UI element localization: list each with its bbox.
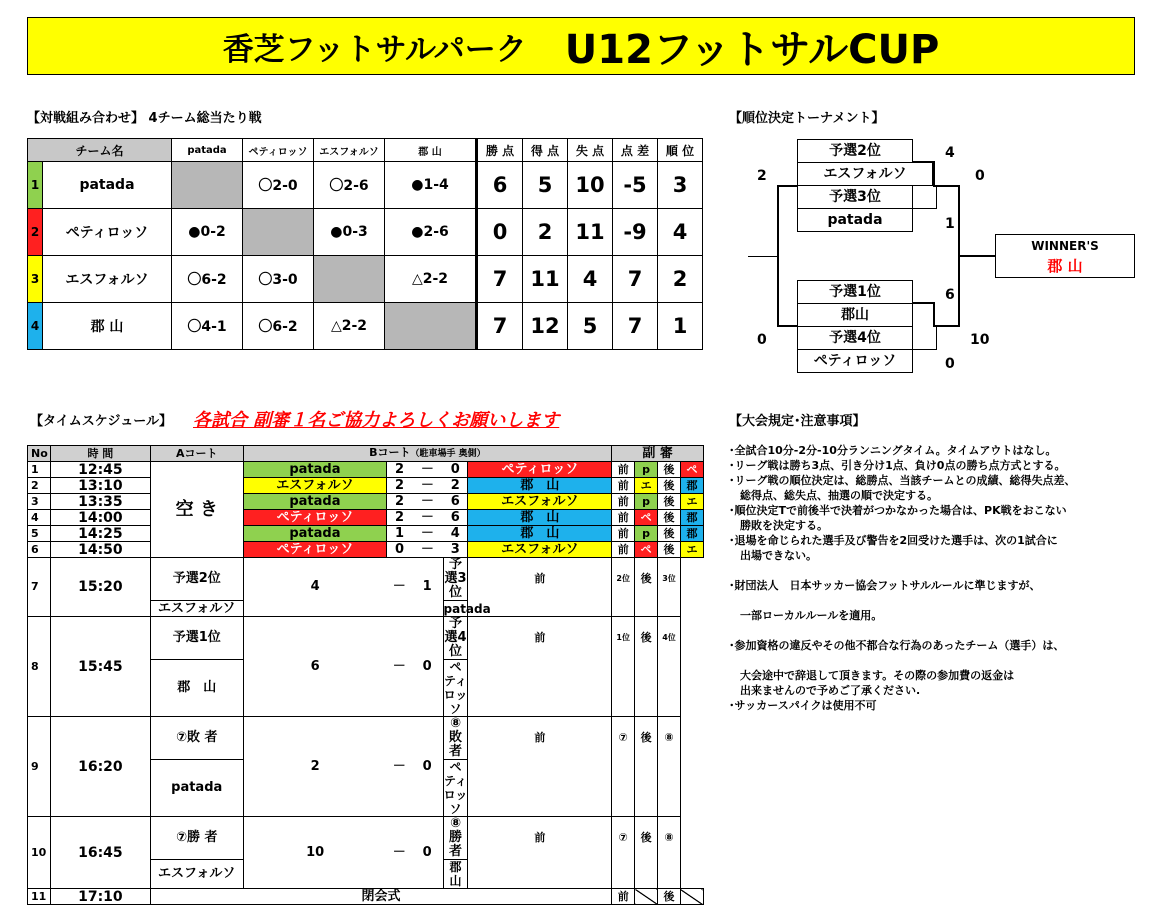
home-score: 6 bbox=[243, 617, 387, 717]
result-cell: 〇4-1 bbox=[172, 303, 243, 350]
bracket-score: 1 bbox=[945, 216, 955, 232]
home-team: patada bbox=[243, 494, 387, 510]
home-score: 2 bbox=[387, 462, 412, 478]
bracket-line bbox=[958, 185, 960, 257]
match-no: 8 bbox=[28, 617, 51, 717]
goal-diff-cell: -9 bbox=[613, 209, 658, 256]
match-time: 14:50 bbox=[50, 542, 150, 558]
team-name: 郡 山 bbox=[43, 303, 172, 350]
rank-cell: 1 bbox=[658, 303, 703, 350]
rank-cell: 3 bbox=[658, 162, 703, 209]
ref-half-2: 後 bbox=[658, 526, 681, 542]
header-points: 勝 点 bbox=[477, 139, 523, 162]
team-number: 1 bbox=[28, 162, 43, 209]
schedule-row bbox=[28, 717, 704, 760]
ref-team-2: 3位 bbox=[658, 558, 681, 601]
standings-row bbox=[28, 209, 703, 256]
ref-half-1: 前 bbox=[612, 542, 635, 558]
goals-for-cell: 5 bbox=[523, 162, 568, 209]
ref-team-2: エ bbox=[680, 494, 703, 510]
title-banner bbox=[27, 17, 1135, 75]
goals-for-cell: 11 bbox=[523, 256, 568, 303]
goals-against-cell: 5 bbox=[568, 303, 613, 350]
away-score: 0 bbox=[412, 617, 443, 717]
away-team: 郡 山 bbox=[468, 478, 612, 494]
header-koriyama: 郡 山 bbox=[385, 139, 477, 162]
ref-blank bbox=[612, 760, 635, 817]
score-dash: － bbox=[387, 817, 412, 889]
bracket-line bbox=[933, 325, 960, 327]
match-no: 11 bbox=[28, 889, 51, 905]
bracket-line bbox=[933, 302, 935, 326]
rule-line: ･順位決定Tで前後半で決着がつかなかった場合は、PK戦をおこない bbox=[729, 504, 1067, 517]
team-number: 4 bbox=[28, 303, 43, 350]
away-team: エスフォルソ bbox=[468, 494, 612, 510]
ref-half-1: 前 bbox=[612, 494, 635, 510]
ref-blank bbox=[658, 660, 681, 717]
home-score: 2 bbox=[387, 510, 412, 526]
rules-list bbox=[729, 443, 1149, 713]
a-court-empty: 空 き bbox=[150, 462, 243, 558]
match-time: 15:20 bbox=[50, 558, 150, 617]
ref-blank bbox=[635, 601, 658, 617]
result-cell bbox=[243, 209, 314, 256]
match-no: 4 bbox=[28, 510, 51, 526]
ref-blank bbox=[612, 601, 635, 617]
bracket-line bbox=[933, 185, 960, 187]
ref-blank bbox=[658, 860, 681, 889]
bracket-line bbox=[913, 161, 935, 163]
ref-half-2: 後 bbox=[635, 617, 658, 660]
rank-cell: 4 bbox=[658, 209, 703, 256]
home-team: エスフォルソ bbox=[150, 601, 243, 617]
result-cell bbox=[314, 256, 385, 303]
rule-line: 出場できない。 bbox=[729, 549, 817, 562]
rule-line: ･財団法人 日本サッカー協会フットサルルールに準じますが、 bbox=[729, 579, 1041, 592]
schedule-row bbox=[28, 478, 704, 494]
away-team: 郡 山 bbox=[443, 860, 468, 889]
ref-blank bbox=[612, 860, 635, 889]
bracket-seed: 予選3位 bbox=[797, 185, 913, 209]
header-no: No bbox=[28, 446, 51, 462]
home-score: 2 bbox=[387, 478, 412, 494]
result-cell: △2-2 bbox=[314, 303, 385, 350]
team-number: 2 bbox=[28, 209, 43, 256]
home-score: 4 bbox=[243, 558, 387, 617]
ref-half-1: 前 bbox=[612, 889, 635, 905]
score-dash: － bbox=[412, 462, 443, 478]
goal-diff-cell: -5 bbox=[613, 162, 658, 209]
away-score: 0 bbox=[412, 817, 443, 889]
schedule-row-closing bbox=[28, 889, 704, 905]
ref-half-2: 後 bbox=[658, 478, 681, 494]
schedule-row bbox=[28, 542, 704, 558]
ref-half-2: 後 bbox=[658, 494, 681, 510]
ref-team-2: 郡 bbox=[680, 478, 703, 494]
match-no: 5 bbox=[28, 526, 51, 542]
winner-box bbox=[995, 234, 1135, 278]
home-seed: ⑦敗 者 bbox=[150, 717, 243, 760]
ref-half-2: 後 bbox=[658, 542, 681, 558]
standings-header-row bbox=[28, 139, 703, 162]
result-cell: 〇6-2 bbox=[243, 303, 314, 350]
away-team: 郡 山 bbox=[468, 526, 612, 542]
bracket-line bbox=[913, 208, 937, 209]
home-score: 0 bbox=[387, 542, 412, 558]
ref-team-1: p bbox=[635, 494, 658, 510]
header-a-court: Aコート bbox=[150, 446, 243, 462]
points-cell: 6 bbox=[477, 162, 523, 209]
away-score: 6 bbox=[443, 494, 468, 510]
home-score: 2 bbox=[387, 494, 412, 510]
ref-team-2: 4位 bbox=[658, 617, 681, 660]
ref-blank bbox=[468, 760, 612, 817]
bracket-line bbox=[913, 349, 937, 350]
rule-line: 出来ませんので予めご了承ください. bbox=[729, 684, 921, 697]
result-cell: 〇2-6 bbox=[314, 162, 385, 209]
closing-ceremony: 閉会式 bbox=[150, 889, 611, 905]
result-cell bbox=[385, 303, 477, 350]
away-team: 郡 山 bbox=[468, 510, 612, 526]
match-no: 9 bbox=[28, 717, 51, 817]
bracket-line bbox=[777, 325, 797, 327]
ref-half-1: 前 bbox=[468, 558, 612, 601]
score-dash: － bbox=[412, 542, 443, 558]
ref-team-1: p bbox=[635, 526, 658, 542]
away-team: patada bbox=[443, 601, 491, 616]
result-cell: ●0-3 bbox=[314, 209, 385, 256]
schedule-header-row bbox=[28, 446, 704, 462]
away-score: 6 bbox=[443, 510, 468, 526]
standings-table bbox=[27, 138, 703, 350]
header-pettirosso: ペティロッソ bbox=[243, 139, 314, 162]
away-seed: ⑧敗 者 bbox=[443, 717, 468, 760]
bracket-score: 6 bbox=[945, 287, 955, 303]
header-team: チーム名 bbox=[28, 139, 172, 162]
winner-label: WINNER'S bbox=[1031, 239, 1099, 253]
match-no: 2 bbox=[28, 478, 51, 494]
ref-half-2: 後 bbox=[658, 462, 681, 478]
home-team: ペティロッソ bbox=[243, 510, 387, 526]
rule-line bbox=[729, 593, 1149, 608]
ref-team-2: ⑧ bbox=[658, 717, 681, 760]
result-cell: ●1-4 bbox=[385, 162, 477, 209]
away-seed: 予選3位 bbox=[444, 557, 467, 600]
schedule-heading: 【タイムスケジュール】 bbox=[30, 414, 172, 429]
cup-title: U12フットサルCUP bbox=[564, 26, 940, 73]
result-cell: 〇2-0 bbox=[243, 162, 314, 209]
rule-line: 一部ローカルルールを適用。 bbox=[729, 609, 883, 622]
ref-slash bbox=[635, 889, 658, 905]
ref-team-1: p bbox=[635, 462, 658, 478]
score-dash: － bbox=[412, 526, 443, 542]
bracket-team: ペティロッソ bbox=[797, 349, 913, 373]
ref-team-1: ⑦ bbox=[612, 717, 635, 760]
goals-for-cell: 12 bbox=[523, 303, 568, 350]
away-team: ペティロッソ bbox=[468, 462, 612, 478]
bracket-line bbox=[936, 186, 937, 209]
score-dash: － bbox=[387, 558, 412, 617]
header-esforco: エスフォルソ bbox=[314, 139, 385, 162]
ref-blank bbox=[635, 860, 658, 889]
schedule-note: 各試合 副審１名ご協力よろしくお願いします bbox=[193, 410, 560, 431]
home-team: エスフォルソ bbox=[243, 478, 387, 494]
rule-line: ･参加資格の違反やその他不都合な行為のあったチーム（選手）は、 bbox=[729, 639, 1065, 652]
rule-line: 大会途中で辞退して頂きます。その際の参加費の返金は bbox=[729, 669, 1015, 682]
ref-blank bbox=[468, 860, 612, 889]
ref-team-1: ペ bbox=[635, 542, 658, 558]
rule-line bbox=[729, 653, 1149, 668]
goal-diff-cell: 7 bbox=[613, 303, 658, 350]
bracket-seed: 予選2位 bbox=[797, 139, 913, 163]
home-score: 10 bbox=[243, 817, 387, 889]
bracket-seed: 予選4位 bbox=[797, 326, 913, 350]
match-time: 14:00 bbox=[50, 510, 150, 526]
ref-half-1: 前 bbox=[612, 526, 635, 542]
home-score: 1 bbox=[387, 526, 412, 542]
venue-title: 香芝フットサルパーク bbox=[222, 31, 527, 68]
ref-slash bbox=[680, 889, 703, 905]
ref-half-1: 前 bbox=[468, 717, 612, 760]
winner-team: 郡 山 bbox=[1047, 257, 1083, 275]
away-score: 4 bbox=[443, 526, 468, 542]
league-heading: 【対戦組み合わせ】 4チーム総当たり戦 bbox=[27, 111, 262, 126]
ref-half-1: 前 bbox=[612, 478, 635, 494]
home-team: patada bbox=[243, 526, 387, 542]
bracket-team: patada bbox=[797, 208, 913, 232]
ref-team-2: 郡 bbox=[680, 526, 703, 542]
match-no: 1 bbox=[28, 462, 51, 478]
header-goals-for: 得 点 bbox=[523, 139, 568, 162]
ref-half-2: 後 bbox=[635, 817, 658, 860]
bracket-score: 10 bbox=[970, 332, 990, 348]
home-seed: 予選2位 bbox=[150, 558, 243, 601]
header-b-court bbox=[243, 446, 612, 462]
match-no: 7 bbox=[28, 558, 51, 617]
schedule-row bbox=[28, 494, 704, 510]
team-name: エスフォルソ bbox=[43, 256, 172, 303]
match-time: 15:45 bbox=[50, 617, 150, 717]
ref-half-2: 後 bbox=[658, 889, 681, 905]
home-seed: ⑦勝 者 bbox=[150, 817, 243, 860]
rule-line bbox=[729, 563, 1149, 578]
ref-team-1: ペ bbox=[635, 510, 658, 526]
bracket-line bbox=[748, 256, 778, 257]
ref-blank bbox=[658, 601, 681, 617]
schedule-row bbox=[28, 617, 704, 660]
away-score: 0 bbox=[412, 717, 443, 817]
home-team: エスフォルソ bbox=[150, 860, 243, 889]
points-cell: 0 bbox=[477, 209, 523, 256]
match-no: 10 bbox=[28, 817, 51, 889]
b-court-label: Bコート bbox=[369, 446, 411, 459]
ref-team-2: 郡 bbox=[680, 510, 703, 526]
ref-half-2: 後 bbox=[635, 717, 658, 760]
ref-half-1: 前 bbox=[468, 817, 612, 860]
match-time: 13:10 bbox=[50, 478, 150, 494]
goals-against-cell: 10 bbox=[568, 162, 613, 209]
away-team: ペティロッソ bbox=[443, 760, 468, 816]
bracket-score: 4 bbox=[945, 145, 955, 161]
match-time: 16:45 bbox=[50, 817, 150, 889]
score-dash: － bbox=[387, 717, 412, 817]
result-cell: 〇6-2 bbox=[172, 256, 243, 303]
bracket-seed: 予選1位 bbox=[797, 280, 913, 304]
header-goals-against: 失 点 bbox=[568, 139, 613, 162]
away-score: 3 bbox=[443, 542, 468, 558]
goals-against-cell: 11 bbox=[568, 209, 613, 256]
ref-team-2: エ bbox=[680, 542, 703, 558]
header-patada: patada bbox=[172, 139, 243, 162]
team-number: 3 bbox=[28, 256, 43, 303]
header-referee: 副 審 bbox=[612, 446, 704, 462]
score-dash: － bbox=[387, 617, 412, 717]
schedule-row bbox=[28, 558, 704, 601]
rule-line: 勝敗を決定する。 bbox=[729, 519, 828, 532]
bracket-line bbox=[777, 185, 797, 187]
match-time: 17:10 bbox=[50, 889, 150, 905]
home-score: 2 bbox=[243, 717, 387, 817]
schedule-row bbox=[28, 510, 704, 526]
rule-line: ･リーグ戦は勝ち3点、引き分け1点、負け0点の勝ち点方式とする。 bbox=[729, 459, 1066, 472]
match-time: 12:45 bbox=[50, 462, 150, 478]
ref-blank bbox=[635, 660, 658, 717]
score-dash: － bbox=[412, 478, 443, 494]
match-time: 14:25 bbox=[50, 526, 150, 542]
ref-half-1: 前 bbox=[468, 617, 612, 660]
ref-half-1: 前 bbox=[612, 462, 635, 478]
away-seed: ⑧勝 者 bbox=[443, 817, 468, 860]
away-score: 1 bbox=[412, 558, 443, 617]
ref-blank bbox=[468, 660, 612, 717]
bracket-team: エスフォルソ bbox=[797, 162, 933, 186]
rule-line bbox=[729, 623, 1149, 638]
bracket-line bbox=[958, 256, 960, 327]
ref-team-1: 2位 bbox=[612, 558, 635, 601]
result-cell: 〇3-0 bbox=[243, 256, 314, 303]
result-cell: ●2-6 bbox=[385, 209, 477, 256]
rule-line: ･サッカースパイクは使用不可 bbox=[729, 699, 877, 712]
home-team: patada bbox=[150, 760, 243, 817]
match-time: 13:35 bbox=[50, 494, 150, 510]
ref-blank bbox=[658, 760, 681, 817]
rule-line: ･リーグ戦の順位決定は、総勝点、当該チームとの成績、総得失点差、 bbox=[729, 474, 1076, 487]
ref-blank bbox=[635, 760, 658, 817]
result-cell: ●0-2 bbox=[172, 209, 243, 256]
header-goal-diff: 点 差 bbox=[613, 139, 658, 162]
ref-team-1: エ bbox=[635, 478, 658, 494]
tournament-heading: 【順位決定トーナメント】 bbox=[729, 111, 885, 126]
header-time: 時 間 bbox=[50, 446, 150, 462]
score-dash: － bbox=[412, 510, 443, 526]
ref-team-1: 1位 bbox=[612, 617, 635, 660]
team-name: patada bbox=[43, 162, 172, 209]
header-rank: 順 位 bbox=[658, 139, 703, 162]
match-time: 16:20 bbox=[50, 717, 150, 817]
standings-row bbox=[28, 256, 703, 303]
away-team: エスフォルソ bbox=[468, 542, 612, 558]
standings-row bbox=[28, 162, 703, 209]
result-cell bbox=[172, 162, 243, 209]
schedule-row bbox=[28, 526, 704, 542]
goals-against-cell: 4 bbox=[568, 256, 613, 303]
bracket-score: 2 bbox=[757, 168, 767, 184]
away-score: 0 bbox=[443, 462, 468, 478]
rule-line: 総得点、総失点、抽選の順で決定する。 bbox=[729, 489, 938, 502]
standings-row bbox=[28, 303, 703, 350]
ref-team-1: ⑦ bbox=[612, 817, 635, 860]
ref-half-2: 後 bbox=[635, 558, 658, 601]
away-team: ペティロッソ bbox=[443, 660, 468, 716]
bracket-line bbox=[933, 161, 935, 186]
ref-half-2: 後 bbox=[658, 510, 681, 526]
rules-heading: 【大会規定･注意事項】 bbox=[729, 414, 866, 429]
home-team: patada bbox=[243, 462, 387, 478]
home-seed: 予選1位 bbox=[150, 617, 243, 660]
schedule-row bbox=[28, 817, 704, 860]
match-no: 6 bbox=[28, 542, 51, 558]
rule-line: ･全試合10分-2分-10分ランニングタイム。タイムアウトはなし。 bbox=[729, 444, 1057, 457]
ref-half-1: 前 bbox=[612, 510, 635, 526]
team-name: ペティロッソ bbox=[43, 209, 172, 256]
home-team: 郡 山 bbox=[150, 660, 243, 717]
score-dash: － bbox=[412, 494, 443, 510]
bracket-team: 郡山 bbox=[797, 303, 913, 327]
bracket-score: 0 bbox=[975, 168, 985, 184]
result-cell: △2-2 bbox=[385, 256, 477, 303]
points-cell: 7 bbox=[477, 256, 523, 303]
ref-blank bbox=[612, 660, 635, 717]
rule-line: ･退場を命じられた選手及び警告を2回受けた選手は、次の1試合に bbox=[729, 534, 1058, 547]
schedule-row bbox=[28, 462, 704, 478]
match-no: 3 bbox=[28, 494, 51, 510]
away-seed: 予選4位 bbox=[444, 616, 467, 659]
b-court-sub: （駐車場手 奥側） bbox=[410, 449, 486, 459]
ref-team-2: ⑧ bbox=[658, 817, 681, 860]
bracket-score: 0 bbox=[757, 332, 767, 348]
rank-cell: 2 bbox=[658, 256, 703, 303]
bracket-score: 0 bbox=[945, 356, 955, 372]
goal-diff-cell: 7 bbox=[613, 256, 658, 303]
bracket-line bbox=[958, 255, 995, 257]
ref-team-2: ペ bbox=[680, 462, 703, 478]
goals-for-cell: 2 bbox=[523, 209, 568, 256]
bracket-line bbox=[913, 302, 935, 304]
bracket-line bbox=[936, 326, 937, 349]
points-cell: 7 bbox=[477, 303, 523, 350]
away-score: 2 bbox=[443, 478, 468, 494]
home-team: ペティロッソ bbox=[243, 542, 387, 558]
schedule-table bbox=[27, 445, 704, 905]
